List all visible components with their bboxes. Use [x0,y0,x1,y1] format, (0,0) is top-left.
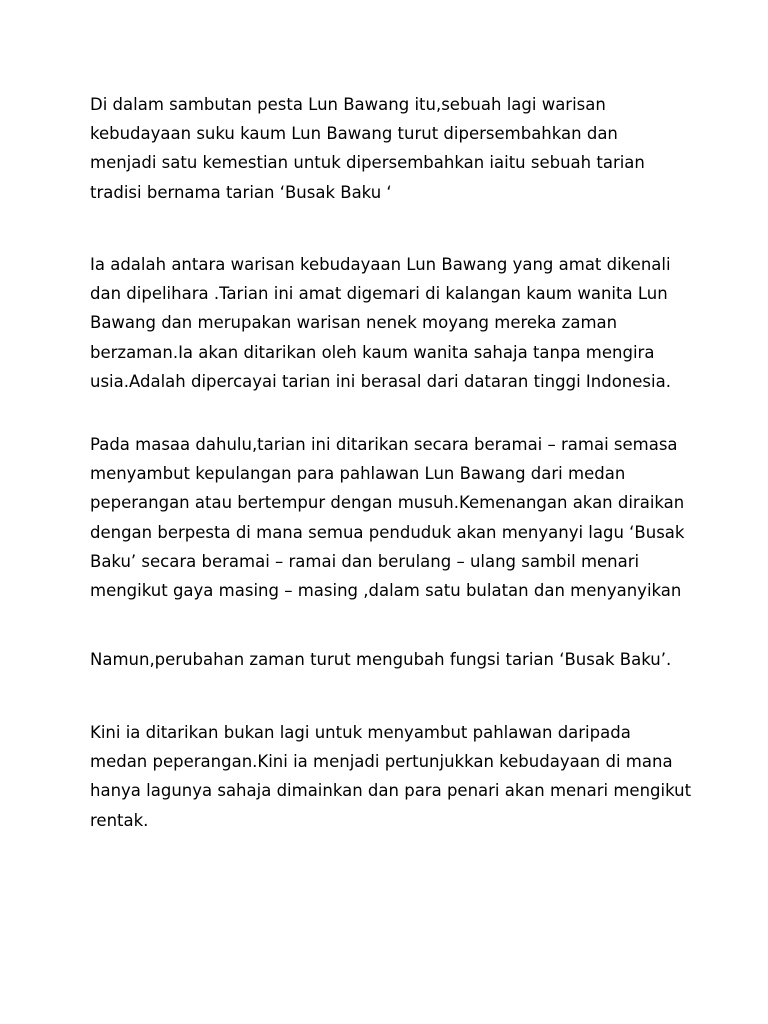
paragraph-line: Pada masaa dahulu,tarian ini ditarikan secara beramai – ramai semasa [90,435,678,454]
paragraph-line: Ia adalah antara warisan kebudayaan Lun Bawang yang amat dikenali [90,255,671,274]
paragraph-line: kebudayaan suku kaum Lun Bawang turut dipersembahkan dan [90,124,618,144]
paragraph-line: rentak. [90,810,149,830]
paragraph-4 [90,645,690,674]
paragraph-line: Bawang dan merupakan warisan nenek moyang mereka zaman [90,313,618,333]
paragraph-line: dan dipelihara .Tarian ini amat digemari di kalangan kaum wanita Lun [90,284,668,304]
paragraph-line: usia.Adalah dipercayai tarian ini berasal dari dataran tinggi Indonesia. [90,371,671,391]
paragraph-line: mengikut gaya masing – masing ,dalam satu bulatan dan menyanyikan [90,580,682,600]
paragraph-3 [90,430,690,605]
paragraph-line: Baku’ secara beramai – ramai dan berulang – ulang sambil menari [90,551,640,571]
paragraph-line: peperangan atau bertempur dengan musuh.Kemenangan akan diraikan [90,493,685,513]
paragraph-1 [90,90,690,207]
paragraph-line: Di dalam sambutan pesta Lun Bawang itu,sebuah lagi warisan [90,95,606,114]
paragraph-line: medan peperangan.Kini ia menjadi pertunjukkan kebudayaan di mana [90,752,673,772]
paragraph-2 [90,250,690,396]
paragraph-5 [90,718,690,835]
paragraph-line: menyambut kepulangan para pahlawan Lun Bawang dari medan [90,464,626,484]
paragraph-line: menjadi satu kemestian untuk dipersembahkan iaitu sebuah tarian [90,153,645,173]
paragraph-line: hanya lagunya sahaja dimainkan dan para penari akan menari mengikut [90,781,692,801]
paragraph-line: tradisi bernama tarian ‘Busak Baku ‘ [90,182,392,202]
paragraph-line: dengan berpesta di mana semua penduduk akan menyanyi lagu ‘Busak [90,522,685,542]
paragraph-line: Kini ia ditarikan bukan lagi untuk menyambut pahlawan daripada [90,723,631,742]
paragraph-line: Namun,perubahan zaman turut mengubah fungsi tarian ‘Busak Baku’. [90,650,672,669]
paragraph-line: berzaman.Ia akan ditarikan oleh kaum wanita sahaja tanpa mengira [90,342,655,362]
